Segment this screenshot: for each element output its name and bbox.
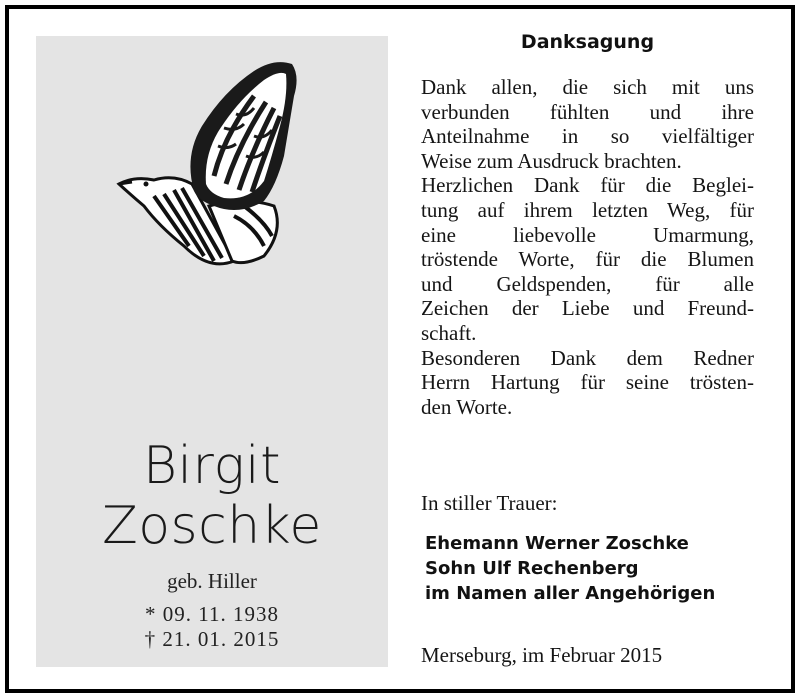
signers-list <box>425 531 715 606</box>
thanks-line: und Geldspenden, für alle <box>421 271 754 296</box>
thanks-line: Zeichen der Liebe und Freund- <box>421 296 754 321</box>
place-and-date: Merseburg, im Februar 2015 <box>421 643 663 667</box>
thanks-line: schaft. <box>421 320 477 345</box>
thanks-line: verbunden fühlten und ihre <box>421 99 754 124</box>
thanks-line: Herrn Hartung für seine trösten- <box>421 370 754 395</box>
praying-hands-with-dove-icon <box>114 56 314 286</box>
signer: Ehemann Werner Zoschke <box>425 533 689 554</box>
signer: Sohn Ulf Rechenberg <box>425 558 639 579</box>
thanks-heading: Danksagung <box>520 31 655 53</box>
deceased-last-name: Zoschke <box>102 496 322 556</box>
thanks-line: tröstende Worte, für die Blumen <box>421 247 754 272</box>
deceased-first-name: Birgit <box>142 436 281 496</box>
thanks-line: Dank allen, die sich mit uns <box>421 75 754 99</box>
thanks-line: tung auf ihrem letzten Weg, für <box>421 197 754 222</box>
maiden-name: geb. Hiller <box>167 569 257 593</box>
memorial-panel <box>36 36 388 667</box>
signer: im Namen aller Angehörigen <box>425 583 716 604</box>
mourning-label: In stiller Trauer: <box>421 491 558 515</box>
thanks-line: Anteilnahme in so vielfältiger <box>421 124 754 149</box>
thanks-column <box>421 31 754 419</box>
death-date: † 21. 01. 2015 <box>144 627 280 651</box>
thanks-line: Besonderen Dank dem Redner <box>421 345 754 370</box>
thanks-line: Weise zum Ausdruck brachten. <box>421 148 682 173</box>
thanks-line: den Worte. <box>421 394 513 419</box>
thanks-text <box>421 75 754 419</box>
thanks-line: Herzlichen Dank für die Beglei- <box>421 173 754 198</box>
notice-frame <box>5 5 795 693</box>
thanks-line: eine liebevolle Umarmung, <box>421 222 754 247</box>
birth-date: * 09. 11. 1938 <box>145 602 279 626</box>
